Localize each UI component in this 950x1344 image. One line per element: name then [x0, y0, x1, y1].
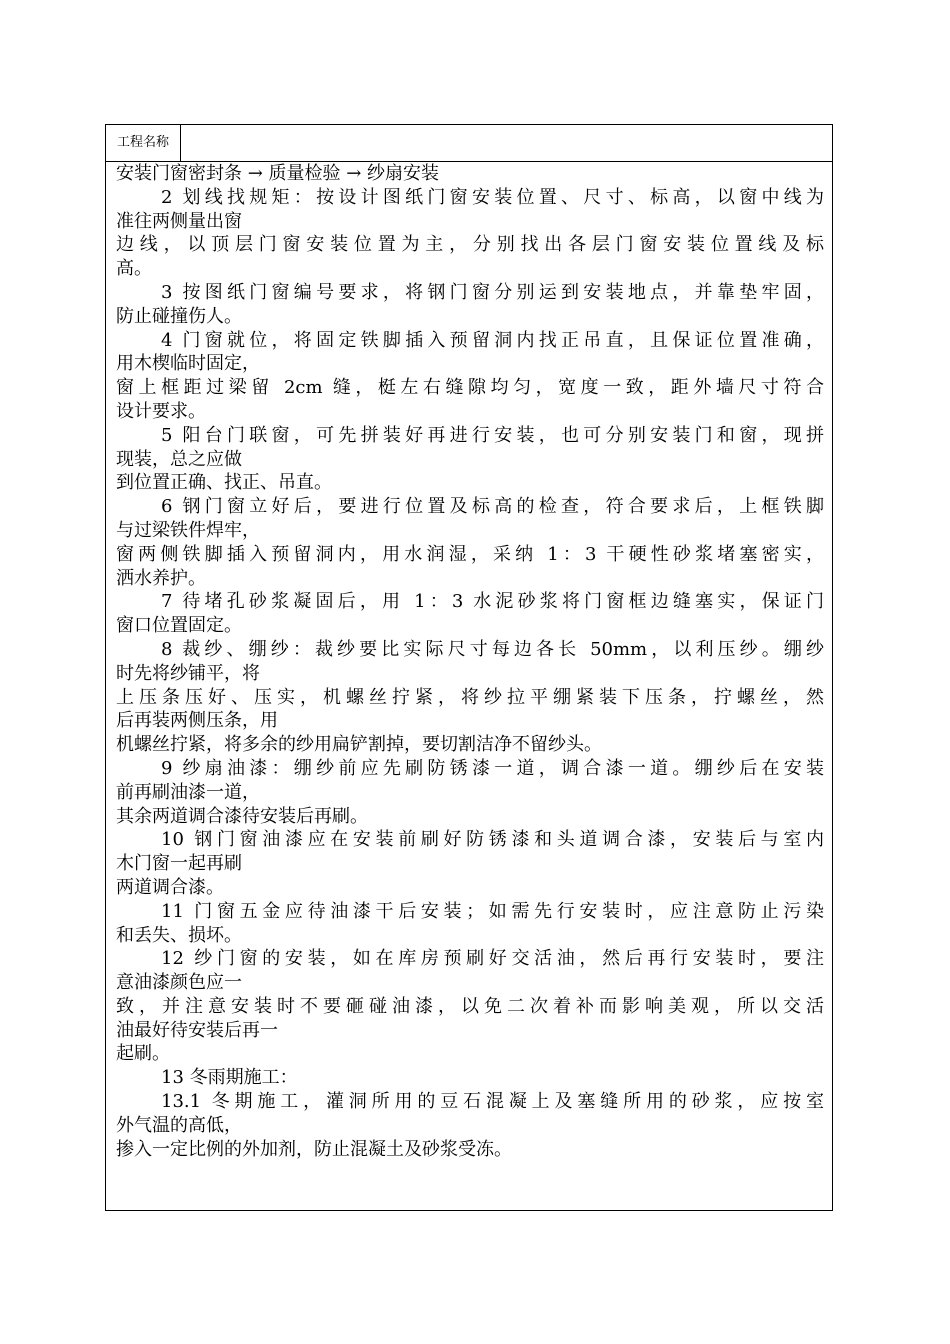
text-line: 12 纱门窗的安装，如在库房预刷好交活油，然后再行安装时，要注 — [161, 948, 824, 970]
text-line: 意油漆颜色应一 — [116, 972, 242, 994]
text-line: 时先将纱铺平，将 — [116, 662, 260, 684]
text-line: 窗口位置固定。 — [116, 615, 242, 637]
content-cell — [106, 162, 832, 1210]
text-line: 和丢失、损坏。 — [116, 924, 242, 946]
text-line: 4 门窗就位，将固定铁脚插入预留洞内找正吊直，且保证位置准确， — [161, 329, 824, 351]
text-line: 现装，总之应做 — [116, 448, 242, 470]
text-line: 洒水养护。 — [116, 567, 206, 589]
text-line: 其余两道调合漆待安装后再刷。 — [116, 805, 368, 827]
text-line: 10 钢门窗油漆应在安装前刷好防锈漆和头道调合漆，安装后与室内 — [161, 829, 824, 851]
text-line: 2 划线找规矩：按设计图纸门窗安装位置、尺寸、标高，以窗中线为 — [161, 186, 824, 208]
text-line: 13.1 冬期施工，灌洞所用的豆石混凝上及塞缝所用的砂浆，应按室 — [161, 1091, 824, 1113]
document-table — [105, 124, 833, 1211]
text-line: 7 待堵孔砂浆凝固后，用 1：3 水泥砂浆将门窗框边缝塞实，保证门 — [161, 591, 824, 613]
text-line: 准往两侧量出窗 — [116, 210, 242, 232]
text-line: 起刷。 — [116, 1043, 170, 1065]
text-line: 11 门窗五金应待油漆干后安装；如需先行安装时，应注意防止污染 — [161, 900, 824, 922]
text-line: 窗上框距过梁留 2cm 缝，梃左右缝隙均匀，宽度一致，距外墙尺寸符合 — [116, 377, 824, 399]
text-line: 到位置正确、找正、吊直。 — [116, 472, 332, 494]
project-name-value — [181, 125, 832, 161]
text-line: 8 裁纱、绷纱：裁纱要比实际尺寸每边各长 50mm，以利压纱。绷纱 — [161, 638, 824, 660]
text-line: 窗两侧铁脚插入预留洞内，用水润湿，采纳 1：3 干硬性砂浆堵塞密实， — [116, 543, 824, 565]
text-line: 掺入一定比例的外加剂，防止混凝土及砂浆受冻。 — [116, 1138, 512, 1160]
text-line: 边线，以顶层门窗安装位置为主，分别找出各层门窗安装位置线及标 — [116, 234, 824, 256]
text-line: 9 纱扇油漆：绷纱前应先刷防锈漆一道，调合漆一道。绷纱后在安装 — [161, 757, 824, 779]
text-line: 6 钢门窗立好后，要进行位置及标高的检查，符合要求后，上框铁脚 — [161, 496, 824, 518]
text-line: 与过梁铁件焊牢， — [116, 519, 260, 541]
header-row — [106, 125, 832, 162]
text-line: 安装门窗密封条 → 质量检验 → 纱扇安装 — [116, 163, 440, 184]
text-line: 13 冬雨期施工： — [161, 1067, 298, 1089]
text-line: 设计要求。 — [116, 400, 206, 422]
text-line: 木门窗一起再刷 — [116, 853, 242, 875]
text-line: 油最好待安装后再一 — [116, 1019, 278, 1041]
text-line: 上压条压好、压实，机螺丝拧紧，将纱拉平绷紧装下压条，拧螺丝，然 — [116, 686, 824, 708]
text-line: 5 阳台门联窗，可先拼装好再进行安装，也可分别安装门和窗，现拼 — [161, 424, 824, 446]
text-line: 防止碰撞伤人。 — [116, 305, 242, 327]
text-line: 两道调合漆。 — [116, 876, 224, 898]
text-line: 前再刷油漆一道， — [116, 781, 260, 803]
text-line: 3 按图纸门窗编号要求，将钢门窗分别运到安装地点，并靠垫牢固， — [161, 281, 824, 303]
text-line: 致，并注意安装时不要砸碰油漆，以免二次着补而影响美观，所以交活 — [116, 995, 824, 1017]
text-line: 后再装两侧压条，用 — [116, 710, 278, 732]
text-line: 外气温的高低， — [116, 1114, 242, 1136]
text-line: 高。 — [116, 258, 152, 280]
project-name-label: 工程名称 — [106, 125, 181, 161]
text-line: 用木楔临时固定， — [116, 353, 260, 375]
text-line: 机螺丝拧紧，将多余的纱用扁铲割掉，要切割洁净不留纱头。 — [116, 734, 602, 756]
